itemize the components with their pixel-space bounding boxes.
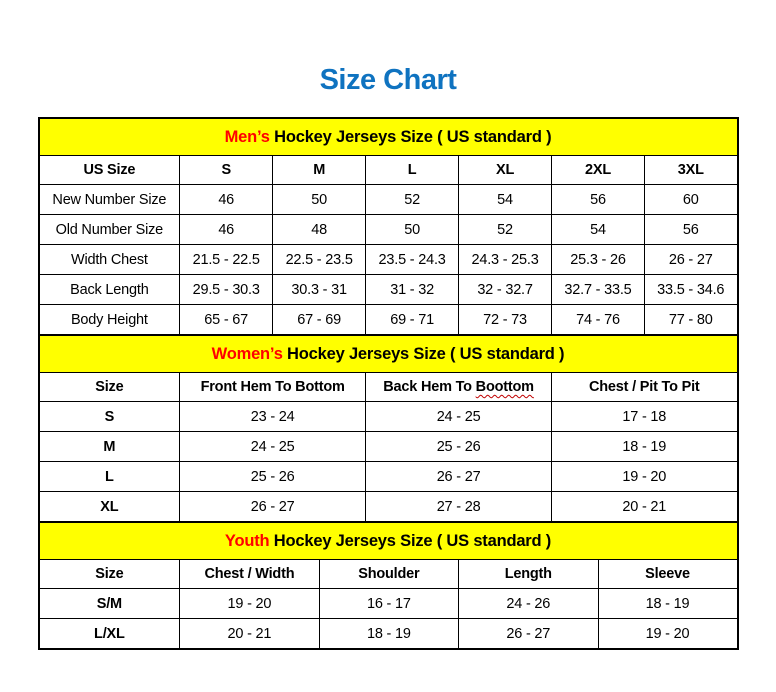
header-text: Back Hem To [383, 379, 476, 395]
size-table-youth [38, 521, 739, 650]
value-cell: 26 - 27 [644, 245, 737, 275]
band-rest-text: Hockey Jerseys Size ( US standard ) [269, 127, 552, 146]
value-cell: 52 [459, 215, 552, 245]
value-cell: 74 - 76 [552, 305, 645, 336]
column-header-cell: Size [39, 373, 180, 402]
value-cell: 19 - 20 [598, 619, 738, 650]
row-label-cell: Body Height [39, 305, 180, 336]
band-rest-text: Hockey Jerseys Size ( US standard ) [269, 531, 552, 550]
value-cell: 23 - 24 [180, 402, 366, 432]
column-header-cell: M [273, 156, 366, 185]
table-row [39, 215, 738, 245]
row-label-cell: S/M [39, 589, 180, 619]
value-cell: 16 - 17 [319, 589, 458, 619]
band-accent-text: Women’s [211, 344, 283, 363]
band-rest-text: Hockey Jerseys Size ( US standard ) [282, 344, 565, 363]
section-band-mens [39, 118, 738, 156]
value-cell: 33.5 - 34.6 [644, 275, 737, 305]
size-table-womens [38, 334, 739, 523]
value-cell: 77 - 80 [644, 305, 737, 336]
value-cell: 52 [366, 185, 459, 215]
row-label-cell: Old Number Size [39, 215, 180, 245]
band-accent-text: Youth [224, 531, 270, 550]
value-cell: 21.5 - 22.5 [180, 245, 273, 275]
size-table-mens [38, 117, 739, 336]
value-cell: 19 - 20 [180, 589, 319, 619]
page-title: Size Chart [319, 64, 457, 96]
value-cell: 22.5 - 23.5 [273, 245, 366, 275]
value-cell: 46 [180, 215, 273, 245]
section-band-row [39, 335, 738, 373]
value-cell: 31 - 32 [366, 275, 459, 305]
column-header-cell: XL [459, 156, 552, 185]
value-cell: 18 - 19 [598, 589, 738, 619]
value-cell: 72 - 73 [459, 305, 552, 336]
row-label-cell: XL [39, 492, 180, 523]
value-cell: 23.5 - 24.3 [366, 245, 459, 275]
table-row [39, 492, 738, 523]
value-cell: 26 - 27 [459, 619, 598, 650]
table-row [39, 432, 738, 462]
value-cell: 24 - 26 [459, 589, 598, 619]
column-header-cell: 3XL [644, 156, 737, 185]
value-cell: 26 - 27 [180, 492, 366, 523]
value-cell: 56 [644, 215, 737, 245]
row-label-cell: New Number Size [39, 185, 180, 215]
band-accent-text: Men’s [224, 127, 270, 146]
value-cell: 18 - 19 [319, 619, 458, 650]
tables-stack [38, 117, 739, 650]
column-header-row [39, 156, 738, 185]
value-cell: 69 - 71 [366, 305, 459, 336]
column-header-cell: US Size [39, 156, 180, 185]
value-cell: 67 - 69 [273, 305, 366, 336]
row-label-cell: L/XL [39, 619, 180, 650]
column-header-row [39, 560, 738, 589]
value-cell: 26 - 27 [366, 462, 552, 492]
value-cell: 50 [273, 185, 366, 215]
value-cell: 25 - 26 [366, 432, 552, 462]
value-cell: 48 [273, 215, 366, 245]
value-cell: 65 - 67 [180, 305, 273, 336]
section-band-row [39, 118, 738, 156]
row-label-cell: Width Chest [39, 245, 180, 275]
value-cell: 54 [552, 215, 645, 245]
value-cell: 60 [644, 185, 737, 215]
column-header-cell: Front Hem To Bottom [180, 373, 366, 402]
value-cell: 46 [180, 185, 273, 215]
column-header-cell [366, 373, 552, 402]
value-cell: 20 - 21 [552, 492, 738, 523]
table-row [39, 185, 738, 215]
value-cell: 20 - 21 [180, 619, 319, 650]
column-header-cell: L [366, 156, 459, 185]
value-cell: 27 - 28 [366, 492, 552, 523]
table-row [39, 402, 738, 432]
column-header-cell: 2XL [552, 156, 645, 185]
table-row [39, 589, 738, 619]
table-row [39, 305, 738, 336]
column-header-cell: Chest / Width [180, 560, 319, 589]
column-header-row [39, 373, 738, 402]
table-row [39, 462, 738, 492]
misspelled-word: Boottom [475, 379, 534, 395]
column-header-cell: Shoulder [319, 560, 458, 589]
value-cell: 32.7 - 33.5 [552, 275, 645, 305]
table-row [39, 245, 738, 275]
value-cell: 24 - 25 [366, 402, 552, 432]
value-cell: 24 - 25 [180, 432, 366, 462]
row-label-cell: S [39, 402, 180, 432]
value-cell: 50 [366, 215, 459, 245]
value-cell: 54 [459, 185, 552, 215]
column-header-cell: Length [459, 560, 598, 589]
section-band-row [39, 522, 738, 560]
value-cell: 17 - 18 [552, 402, 738, 432]
table-row [39, 619, 738, 650]
value-cell: 32 - 32.7 [459, 275, 552, 305]
value-cell: 25 - 26 [180, 462, 366, 492]
column-header-cell: Sleeve [598, 560, 738, 589]
value-cell: 30.3 - 31 [273, 275, 366, 305]
value-cell: 56 [552, 185, 645, 215]
section-band-youth [39, 522, 738, 560]
table-row [39, 275, 738, 305]
row-label-cell: Back Length [39, 275, 180, 305]
value-cell: 24.3 - 25.3 [459, 245, 552, 275]
row-label-cell: L [39, 462, 180, 492]
section-band-womens [39, 335, 738, 373]
value-cell: 18 - 19 [552, 432, 738, 462]
value-cell: 19 - 20 [552, 462, 738, 492]
row-label-cell: M [39, 432, 180, 462]
column-header-cell: S [180, 156, 273, 185]
column-header-cell: Size [39, 560, 180, 589]
value-cell: 29.5 - 30.3 [180, 275, 273, 305]
value-cell: 25.3 - 26 [552, 245, 645, 275]
column-header-cell: Chest / Pit To Pit [552, 373, 738, 402]
